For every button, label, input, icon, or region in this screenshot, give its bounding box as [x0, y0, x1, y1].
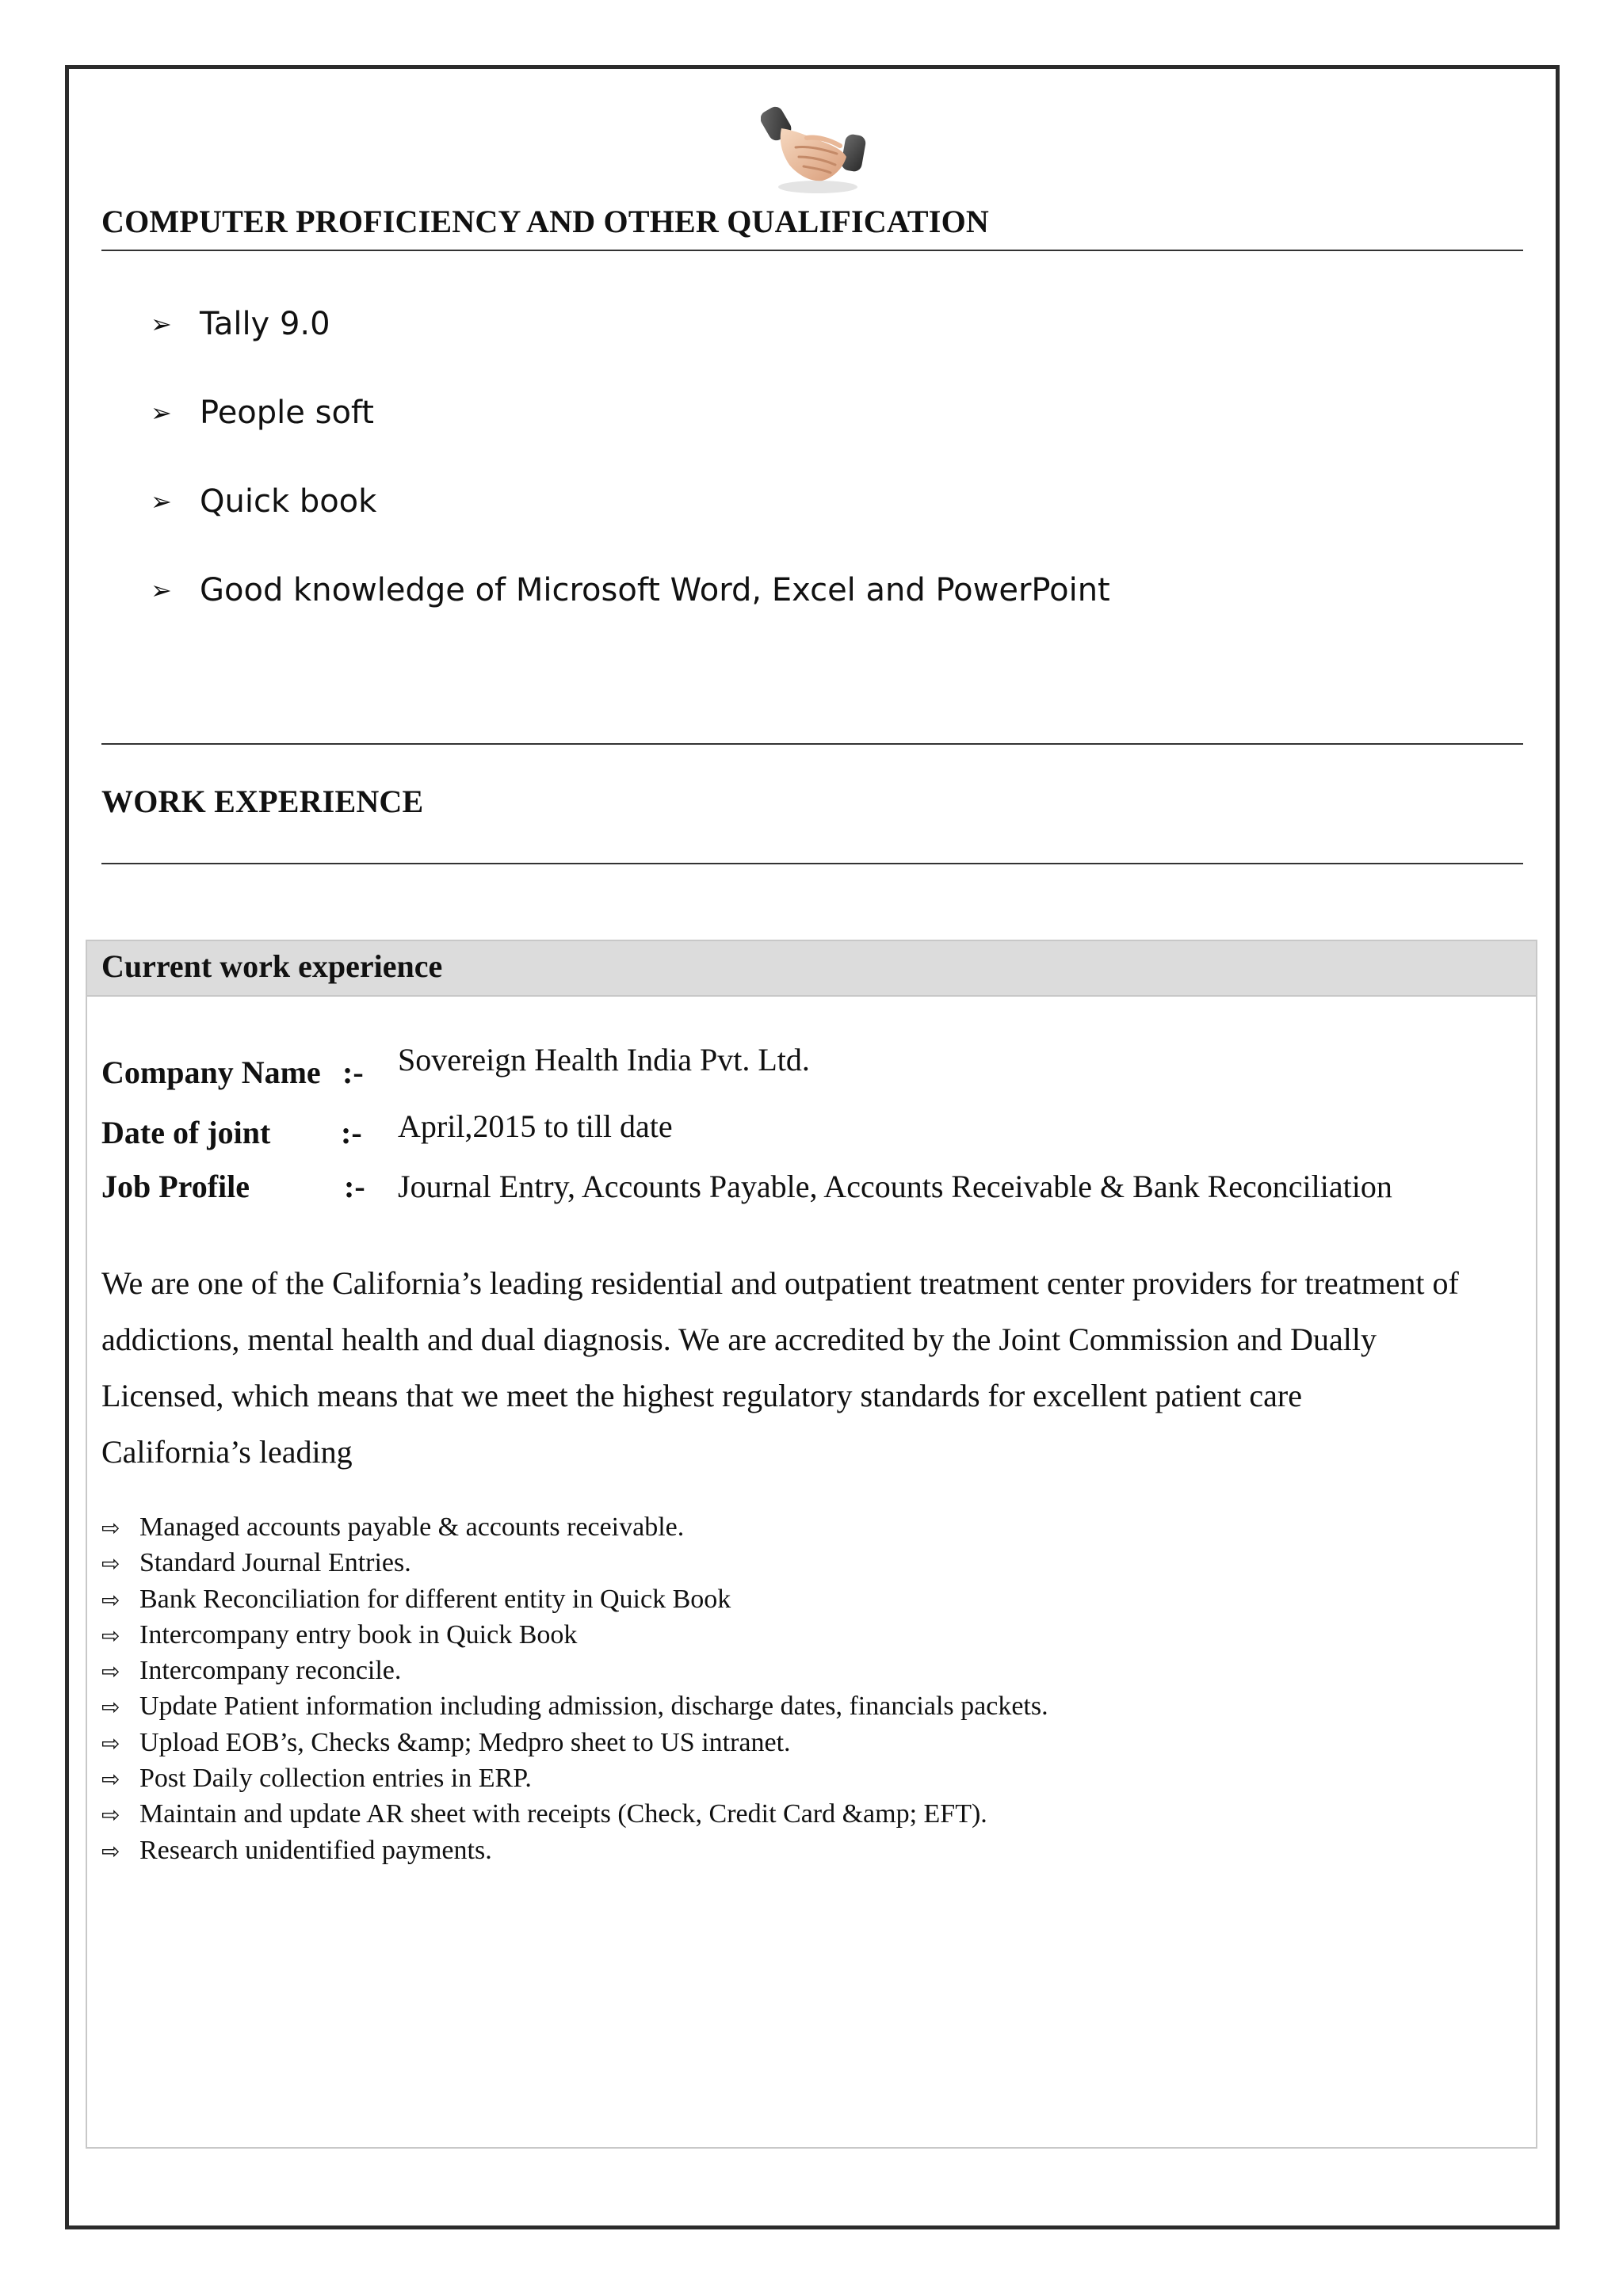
duties-list: [101, 1509, 1048, 1868]
hollow-right-arrow-icon: ⇨: [101, 1694, 120, 1721]
work-experience-title: WORK EXPERIENCE: [101, 784, 424, 819]
list-item: ⇨ Intercompany entry book in Quick Book: [101, 1617, 1048, 1653]
list-item: ⇨ Maintain and update AR sheet with receipts (Check, Credit Card &amp; EFT).: [101, 1796, 1048, 1832]
divider-rule: [101, 250, 1523, 251]
hollow-right-arrow-icon: ⇨: [101, 1622, 120, 1649]
hollow-right-arrow-icon: ⇨: [101, 1658, 120, 1685]
field-separator: :-: [341, 1115, 362, 1150]
handshake-icon: [761, 101, 872, 196]
date-of-joint-label: Date of joint: [101, 1115, 271, 1150]
company-name-value: Sovereign Health India Pvt. Ltd.: [398, 1042, 810, 1077]
hollow-right-arrow-icon: ⇨: [101, 1837, 120, 1864]
current-experience-title: Current work experience: [101, 948, 443, 984]
list-item: ⇨ Managed accounts payable & accounts receivable.: [101, 1509, 1048, 1545]
hollow-right-arrow-icon: ⇨: [101, 1515, 120, 1541]
list-item: ⇨ Bank Reconciliation for different entity in Quick Book: [101, 1581, 1048, 1617]
list-item: ➢ Good knowledge of Microsoft Word, Excel and PowerPoint: [151, 572, 1110, 608]
date-of-joint-value: April,2015 to till date: [398, 1108, 673, 1144]
hollow-right-arrow-icon: ⇨: [101, 1802, 120, 1829]
arrowhead-bullet-icon: ➢: [151, 575, 172, 605]
list-item: ➢ Tally 9.0: [151, 306, 330, 342]
list-item: ⇨ Intercompany reconcile.: [101, 1653, 1048, 1688]
list-item: ➢ Quick book: [151, 483, 377, 520]
arrowhead-bullet-icon: ➢: [151, 309, 172, 339]
company-description: We are one of the California’s leading residential and outpatient treatment center providers for treatment of addictions, mental health and dual diagnosis. We are accredited by the Joint Commission and Dually Licensed, which means that we meet the highest regulatory standards for excellent patient care California’s leading: [101, 1265, 1459, 1470]
hollow-right-arrow-icon: ⇨: [101, 1730, 120, 1756]
list-item: ⇨ Post Daily collection entries in ERP.: [101, 1760, 1048, 1796]
arrowhead-bullet-icon: ➢: [151, 398, 172, 428]
divider-rule: [101, 743, 1523, 745]
skills-list: [151, 306, 1110, 661]
computer-proficiency-title: COMPUTER PROFICIENCY AND OTHER QUALIFICATION: [101, 204, 989, 239]
current-experience-header: [87, 941, 1536, 997]
hollow-right-arrow-icon: ⇨: [101, 1586, 120, 1613]
company-name-label: Company Name: [101, 1055, 321, 1090]
field-separator: :-: [342, 1055, 364, 1090]
list-item: ⇨ Update Patient information including admission, discharge dates, financials packets.: [101, 1688, 1048, 1724]
field-separator: :-: [344, 1169, 365, 1204]
arrowhead-bullet-icon: ➢: [151, 486, 172, 517]
list-item: ⇨ Standard Journal Entries.: [101, 1545, 1048, 1581]
divider-rule: [101, 863, 1523, 864]
job-profile-label: Job Profile: [101, 1169, 250, 1204]
job-profile-value: Journal Entry, Accounts Payable, Accounts Receivable & Bank Reconciliation: [398, 1169, 1392, 1204]
list-item: ⇨ Upload EOB’s, Checks &amp; Medpro sheet to US intranet.: [101, 1725, 1048, 1760]
list-item: ⇨ Research unidentified payments.: [101, 1833, 1048, 1868]
hollow-right-arrow-icon: ⇨: [101, 1550, 120, 1577]
list-item: ➢ People soft: [151, 395, 374, 431]
hollow-right-arrow-icon: ⇨: [101, 1766, 120, 1793]
